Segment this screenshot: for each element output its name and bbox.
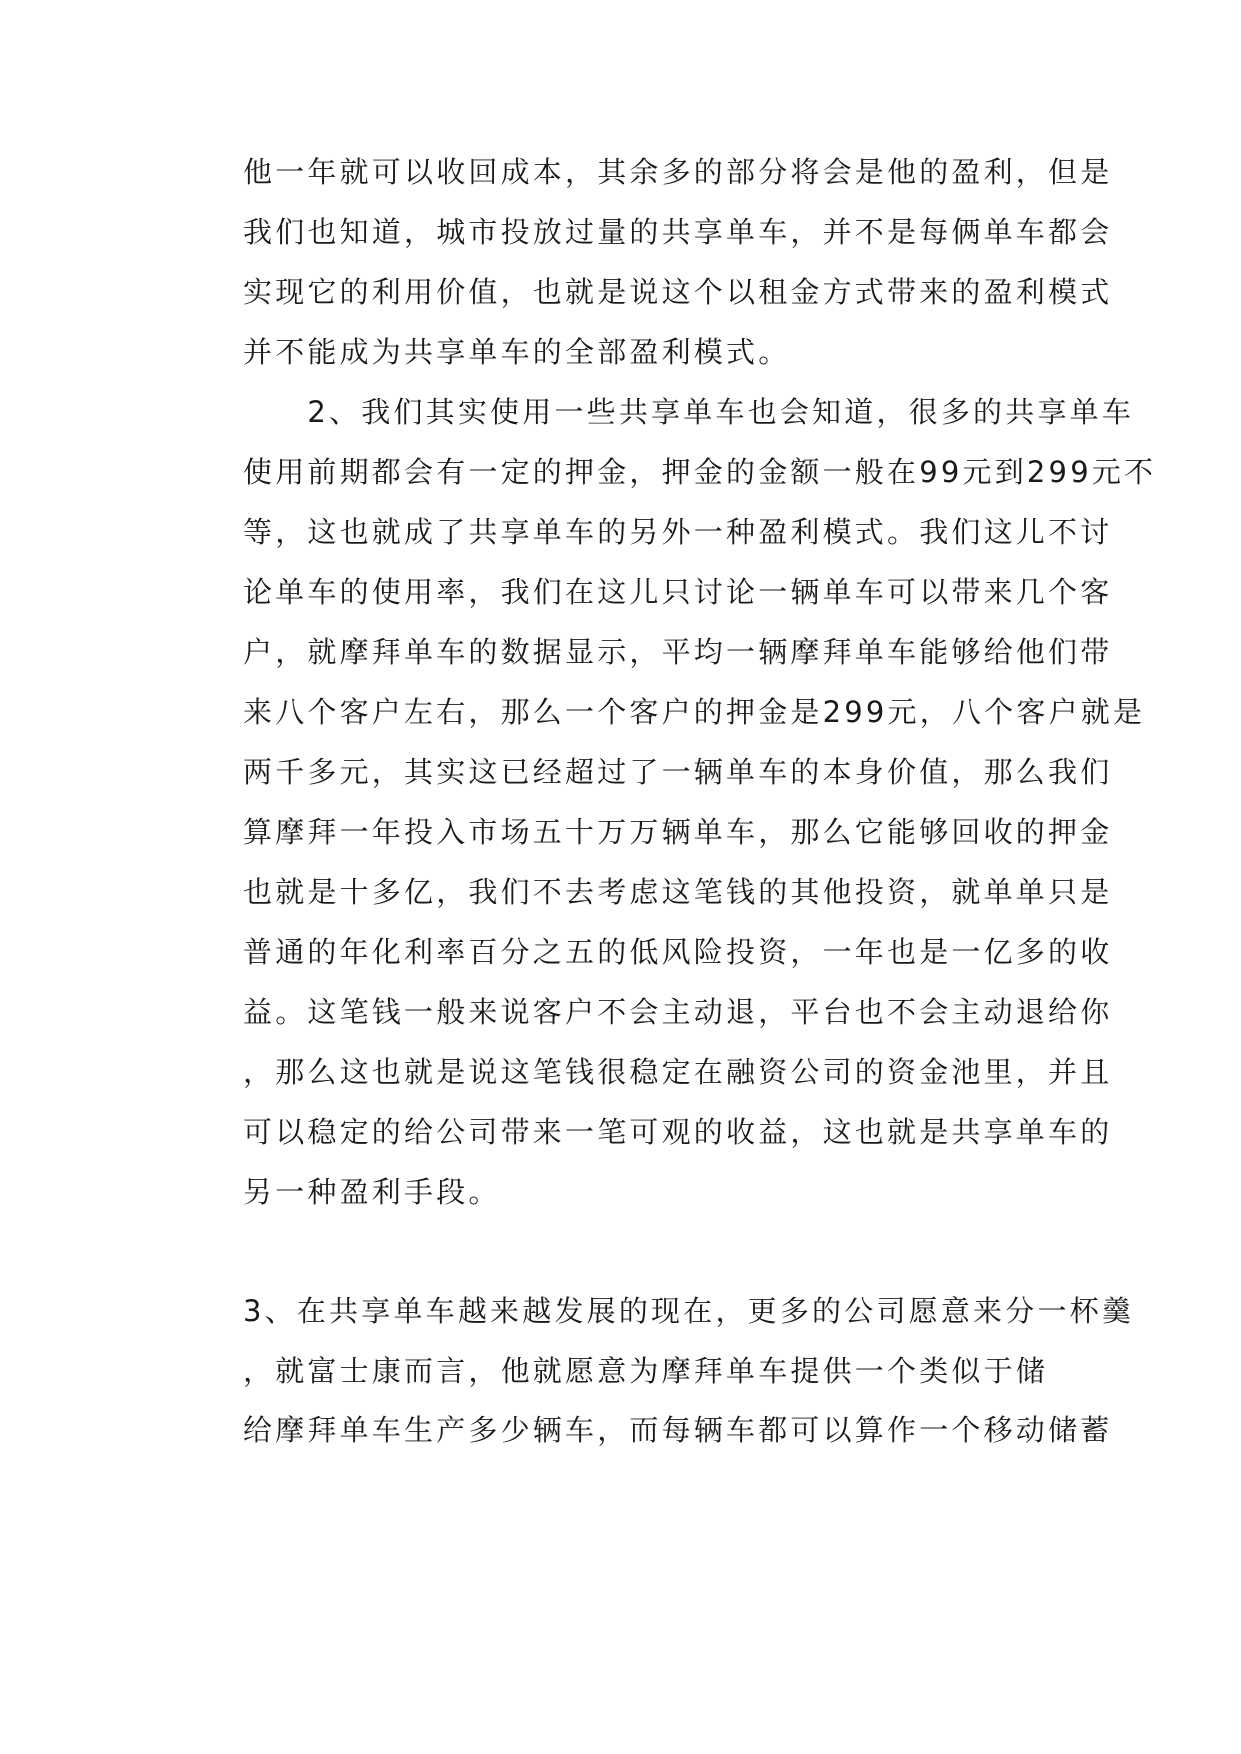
- text-line: 算摩拜一年投入市场五十万万辆单车，那么它能够回收的押金: [243, 815, 1113, 849]
- text-line: 益。这笔钱一般来说客户不会主动退，平台也不会主动退给你: [243, 995, 1113, 1029]
- text-line: 可以稳定的给公司带来一笔可观的收益，这也就是共享单车的: [243, 1115, 1113, 1149]
- text-line: 我们也知道，城市投放过量的共享单车，并不是每俩单车都会: [243, 215, 1113, 249]
- text-line: 并不能成为共享单车的全部盈利模式。: [243, 335, 791, 369]
- text-line: ，就富士康而言，他就愿意为摩拜单车提供一个类似于储: [243, 1354, 1049, 1388]
- text-line: ，那么这也就是说这笔钱很稳定在融资公司的资金池里，并且: [243, 1055, 1113, 1089]
- text-line: 另一种盈利手段。: [243, 1175, 501, 1209]
- text-line: 两千多元，其实这已经超过了一辆单车的本身价值，那么我们: [243, 755, 1113, 789]
- text-line: 论单车的使用率，我们在这儿只讨论一辆单车可以带来几个客: [243, 575, 1113, 609]
- text-line: 他一年就可以收回成本，其余多的部分将会是他的盈利，但是: [243, 155, 1113, 189]
- text-line: 给摩拜单车生产多少辆车，而每辆车都可以算作一个移动储蓄: [243, 1413, 1113, 1447]
- text-line: 来八个客户左右，那么一个客户的押金是299元，八个客户就是: [243, 695, 1146, 729]
- text-line: 使用前期都会有一定的押金，押金的金额一般在99元到299元不: [243, 455, 1157, 489]
- text-line: 也就是十多亿，我们不去考虑这笔钱的其他投资，就单单只是: [243, 875, 1113, 909]
- text-line: 户，就摩拜单车的数据显示，平均一辆摩拜单车能够给他们带: [243, 635, 1113, 669]
- text-line: 等，这也就成了共享单车的另外一种盈利模式。我们这儿不讨: [243, 515, 1113, 549]
- text-line: 实现它的利用价值，也就是说这个以租金方式带来的盈利模式: [243, 275, 1113, 309]
- text-line: 3、在共享单车越来越发展的现在，更多的公司愿意来分一杯羹: [243, 1294, 1135, 1328]
- text-line: 普通的年化利率百分之五的低风险投资，一年也是一亿多的收: [243, 935, 1113, 969]
- text-line: 2、我们其实使用一些共享单车也会知道，很多的共享单车: [243, 395, 1135, 429]
